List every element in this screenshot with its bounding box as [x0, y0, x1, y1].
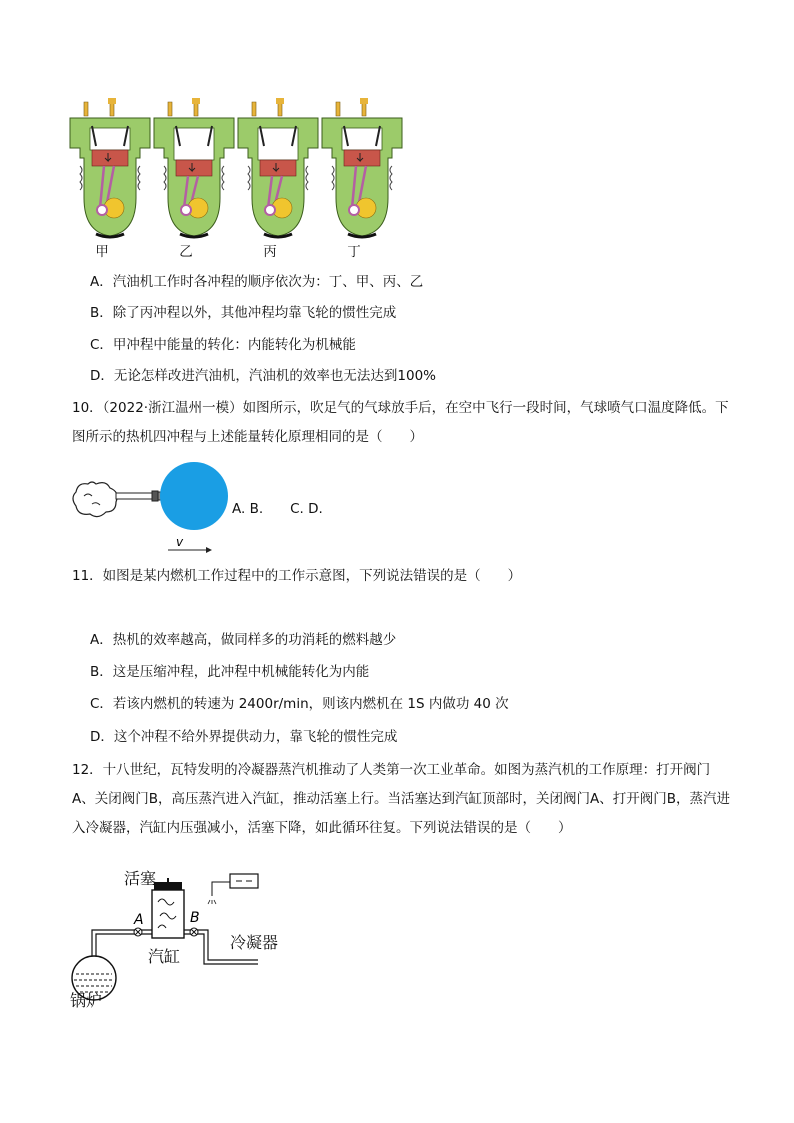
q9-option-d: D．无论怎样改进汽油机，汽油机的效率也无法达到100%	[90, 368, 436, 384]
injector-icon	[230, 874, 258, 888]
piston-icon	[154, 882, 182, 890]
valve-b-label: B	[190, 910, 200, 926]
q11-stem: 11．如图是某内燃机工作过程中的工作示意图，下列说法错误的是（ ）	[72, 568, 522, 584]
air-puff-icon	[73, 482, 117, 517]
piston-label: 活塞	[124, 869, 157, 888]
q10-stem: 10．（2022·浙江温州一模）如图所示，吹足气的气球放手后，在空中飞行一段时间，气球喷气口温度降低。下图所示的热机四冲程与上述能量转化原理相同的是（ ）	[72, 400, 729, 445]
balloon-icon	[160, 462, 228, 530]
q9-option-c: C．甲冲程中能量的转化：内能转化为机械能	[90, 337, 356, 353]
engine-strokes-figure	[68, 96, 408, 264]
q9-option-b: B．除了丙冲程以外，其他冲程均靠飞轮的惯性完成	[90, 305, 397, 321]
engine-diagram-3	[238, 98, 318, 237]
engine-label-ding: 丁	[347, 244, 361, 260]
q11-option-a: A．热机的效率越高，做同样多的功消耗的燃料越少	[90, 632, 397, 648]
steam-engine-figure	[62, 860, 302, 1010]
q9-option-a: A．汽油机工作时各冲程的顺序依次为：丁、甲、丙、乙	[90, 274, 424, 290]
engine-label-yi: 乙	[179, 244, 193, 260]
cylinder-icon	[152, 890, 184, 938]
engine-diagram-4	[322, 98, 402, 237]
q11-option-d: D．这个冲程不给外界提供动力，靠飞轮的惯性完成	[90, 729, 398, 745]
q12-stem: 12．十八世纪，瓦特发明的冷凝器蒸汽机推动了人类第一次工业革命。如图为蒸汽机的工作原理：打开阀门A、关闭阀门B，高压蒸汽进入汽缸，推动活塞上行。当活塞达到汽缸顶部时，关闭阀门A、打开阀门B，蒸汽进入冷凝器，汽缸内压强减小，活塞下降，如此循环往复。下列说法错误的是（ ）	[72, 762, 730, 836]
valve-a-label: A	[134, 912, 144, 928]
cylinder-label: 汽缸	[148, 947, 181, 966]
boiler-label: 锅炉	[70, 991, 103, 1010]
nozzle-icon	[116, 491, 164, 501]
condenser-label: 冷凝器	[230, 933, 279, 952]
q11-option-c: C．若该内燃机的转速为 2400r/min，则该内燃机在 1S 内做功 40 次	[90, 696, 509, 712]
balloon-figure	[70, 462, 240, 558]
q11-option-b: B．这是压缩冲程，此冲程中机械能转化为内能	[90, 664, 370, 680]
velocity-label: v	[176, 535, 184, 549]
engine-diagram-2	[154, 98, 234, 237]
engine-diagram-1	[70, 98, 150, 237]
q10-options: A. B. C. D.	[232, 501, 323, 517]
engine-label-bing: 丙	[263, 244, 277, 260]
engine-label-jia: 甲	[95, 244, 109, 260]
